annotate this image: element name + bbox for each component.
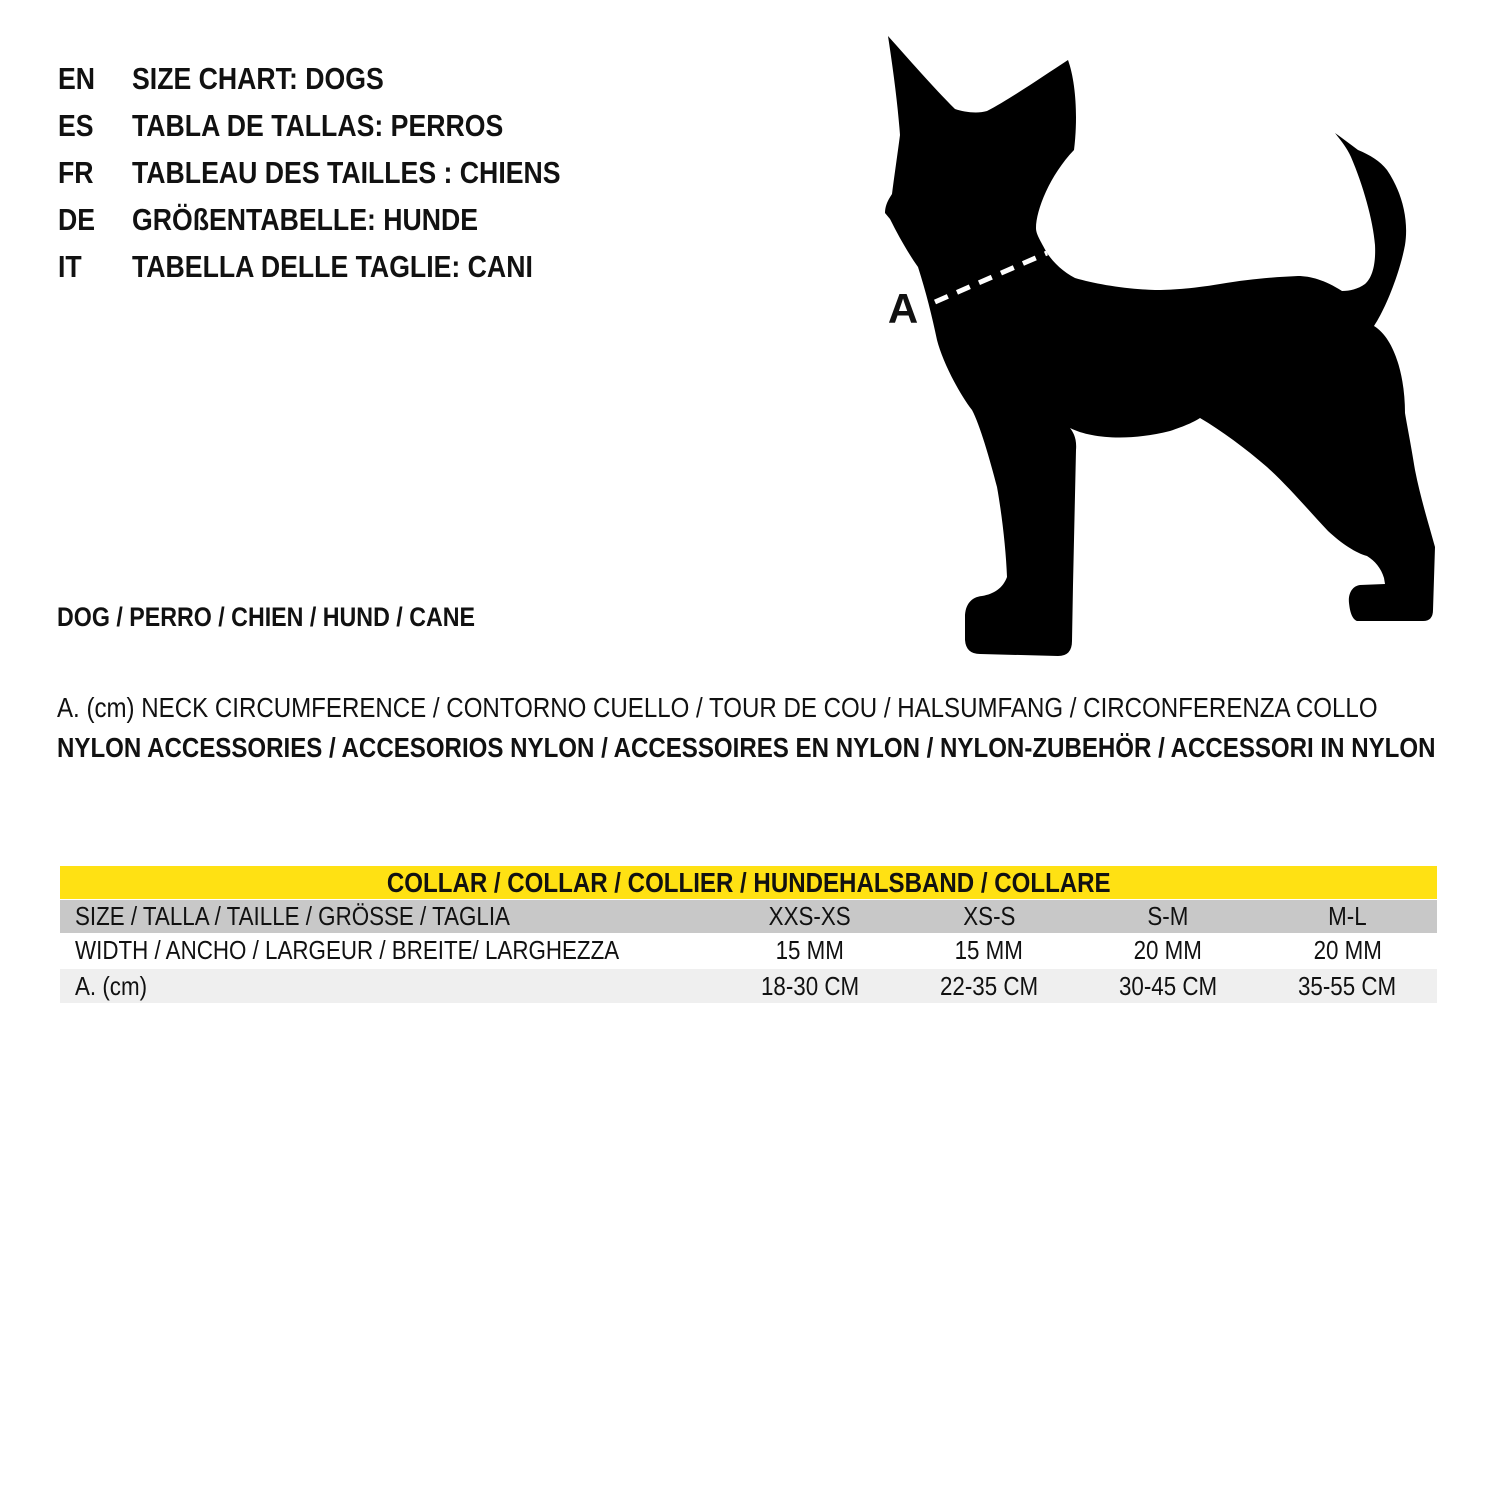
row-label-neck: A. (cm) bbox=[75, 971, 148, 1001]
language-title: SIZE CHART: DOGS bbox=[131, 61, 384, 96]
language-code: EN bbox=[58, 61, 96, 96]
chihuahua-silhouette-icon bbox=[870, 20, 1490, 660]
dog-figure bbox=[870, 20, 1490, 660]
language-title: GRÖßENTABELLE: HUNDE bbox=[131, 202, 478, 237]
measurement-note-text: A. (cm) NECK CIRCUMFERENCE / CONTORNO CUELLO / TOUR DE COU / HALSUMFANG / CIRCONFERENZA COLLO bbox=[57, 692, 1378, 723]
table-title bbox=[60, 866, 1437, 899]
width-cell-4: 20 MM bbox=[1313, 935, 1382, 965]
table-row-size bbox=[60, 900, 1437, 933]
width-cell-1: 15 MM bbox=[775, 935, 844, 965]
language-title-list bbox=[58, 55, 630, 290]
language-row-it bbox=[58, 243, 630, 290]
material-note bbox=[57, 730, 1500, 766]
neck-cell-1: 18-30 CM bbox=[760, 971, 859, 1001]
language-row-de bbox=[58, 196, 630, 243]
language-title: TABLA DE TALLAS: PERROS bbox=[131, 108, 503, 143]
table-title-text: COLLAR / COLLAR / COLLIER / HUNDEHALSBAND / COLLARE bbox=[386, 867, 1111, 898]
language-row-fr bbox=[58, 149, 630, 196]
size-cell-m-l: M-L bbox=[1328, 901, 1367, 931]
row-label-size: SIZE / TALLA / TAILLE / GRÖSSE / TAGLIA bbox=[75, 901, 510, 931]
dog-body-silhouette bbox=[885, 36, 1435, 656]
neck-cell-3: 30-45 CM bbox=[1119, 971, 1218, 1001]
neck-cell-4: 35-55 CM bbox=[1298, 971, 1397, 1001]
language-title: TABLEAU DES TAILLES : CHIENS bbox=[131, 155, 561, 190]
neck-cell-2: 22-35 CM bbox=[939, 971, 1038, 1001]
size-cell-xs-s: XS-S bbox=[962, 901, 1015, 931]
language-code: ES bbox=[58, 108, 94, 143]
table-row-width bbox=[60, 933, 1437, 967]
language-code: IT bbox=[58, 249, 82, 284]
language-row-en bbox=[58, 55, 630, 102]
figure-caption bbox=[57, 600, 543, 634]
width-cell-3: 20 MM bbox=[1133, 935, 1203, 965]
language-title: TABELLA DELLE TAGLIE: CANI bbox=[131, 249, 533, 284]
collar-size-table bbox=[60, 866, 1437, 1003]
table-row-neck-circumference bbox=[60, 969, 1437, 1003]
width-cell-2: 15 MM bbox=[954, 935, 1024, 965]
row-label-width: WIDTH / ANCHO / LARGEUR / BREITE/ LARGHEZZA bbox=[75, 935, 620, 965]
language-code: FR bbox=[58, 155, 94, 190]
size-cell-xxs-xs: XXS-XS bbox=[768, 901, 851, 931]
size-cell-s-m: S-M bbox=[1147, 901, 1189, 931]
figure-caption-text: DOG / PERRO / CHIEN / HUND / CANE bbox=[57, 602, 476, 632]
language-code: DE bbox=[58, 202, 96, 237]
measurement-note bbox=[57, 690, 1500, 726]
language-row-es bbox=[58, 102, 630, 149]
measure-point-label: A bbox=[887, 285, 919, 332]
material-note-text: NYLON ACCESSORIES / ACCESORIOS NYLON / ACCESSOIRES EN NYLON / NYLON-ZUBEHÖR / ACCESSORI IN NYLON bbox=[57, 732, 1436, 763]
